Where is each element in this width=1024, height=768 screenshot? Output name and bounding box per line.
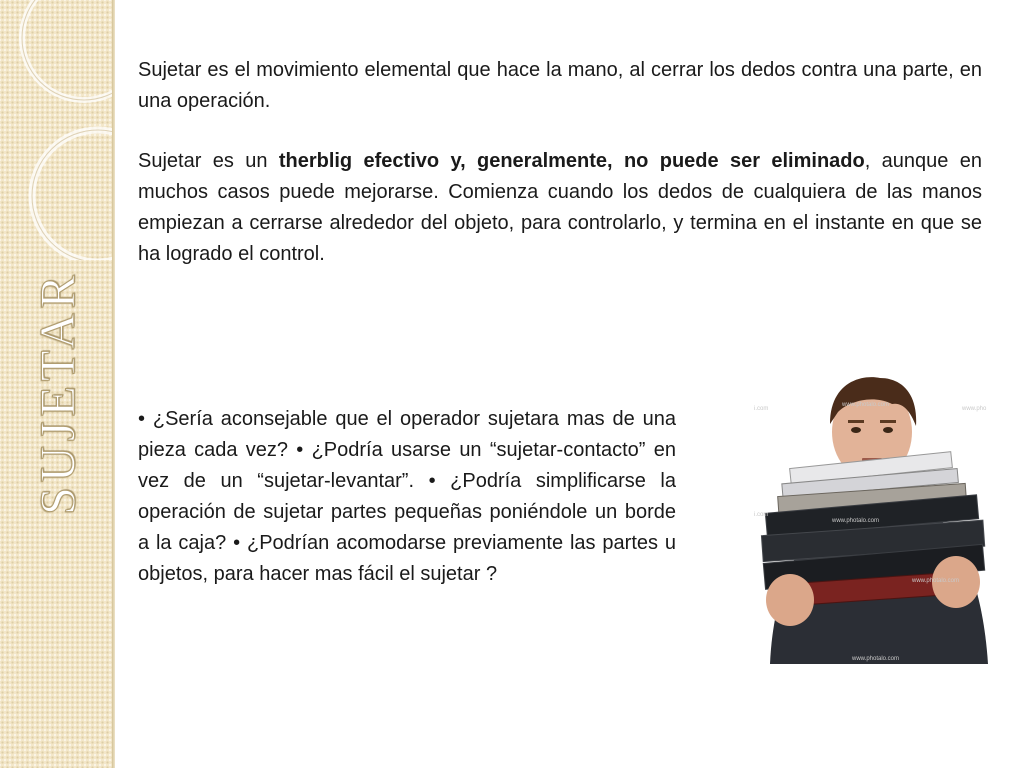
decorative-sidebar	[0, 0, 112, 768]
watermark-2: www.pho	[962, 406, 987, 412]
sidebar-divider	[112, 0, 115, 768]
therblig-lead: Sujetar es un	[138, 150, 279, 172]
definition-paragraph: Sujetar es el movimiento elemental que hace la mano, al cerrar los dedos contra una parte, en una operación.	[138, 59, 982, 112]
questions-list: • ¿Sería aconsejable que el operador sujetara mas de una pieza cada vez? • ¿Podría usarse un “sujetar-contacto” en vez de un “sujetar-levantar”. • ¿Podría simplificarse la operación de sujetar partes pequeñas poniéndole un borde a la caja? • ¿Podrían acomodarse previamente las partes u objetos, para hacer mas fácil el sujetar ?	[138, 408, 676, 585]
therblig-paragraph	[138, 146, 982, 270]
therblig-bold: therblig efectivo y, generalmente, no puede ser eliminado	[278, 150, 865, 172]
vertical-title: SUJETAR	[29, 270, 85, 515]
watermark-7: www.photalo.com	[852, 656, 900, 662]
decorative-rings	[0, 0, 112, 260]
watermark-1: i.com	[754, 406, 769, 412]
watermark-3: www.photalo.com	[842, 402, 890, 408]
watermark-4: www.photalo.com	[832, 518, 880, 524]
photo-man-holding-binders	[752, 372, 992, 664]
watermark-5: i.com	[754, 512, 769, 518]
watermark-6: www.photalo.com	[912, 578, 960, 584]
therblig-rest: , aunque en muchos casos puede mejorarse. Comienza cuando los dedos de cualquiera de las manos empiezan a cerrarse alrededor del objeto, para controlarlo, y termina en el instante en que se ha logrado el control.	[138, 150, 982, 265]
